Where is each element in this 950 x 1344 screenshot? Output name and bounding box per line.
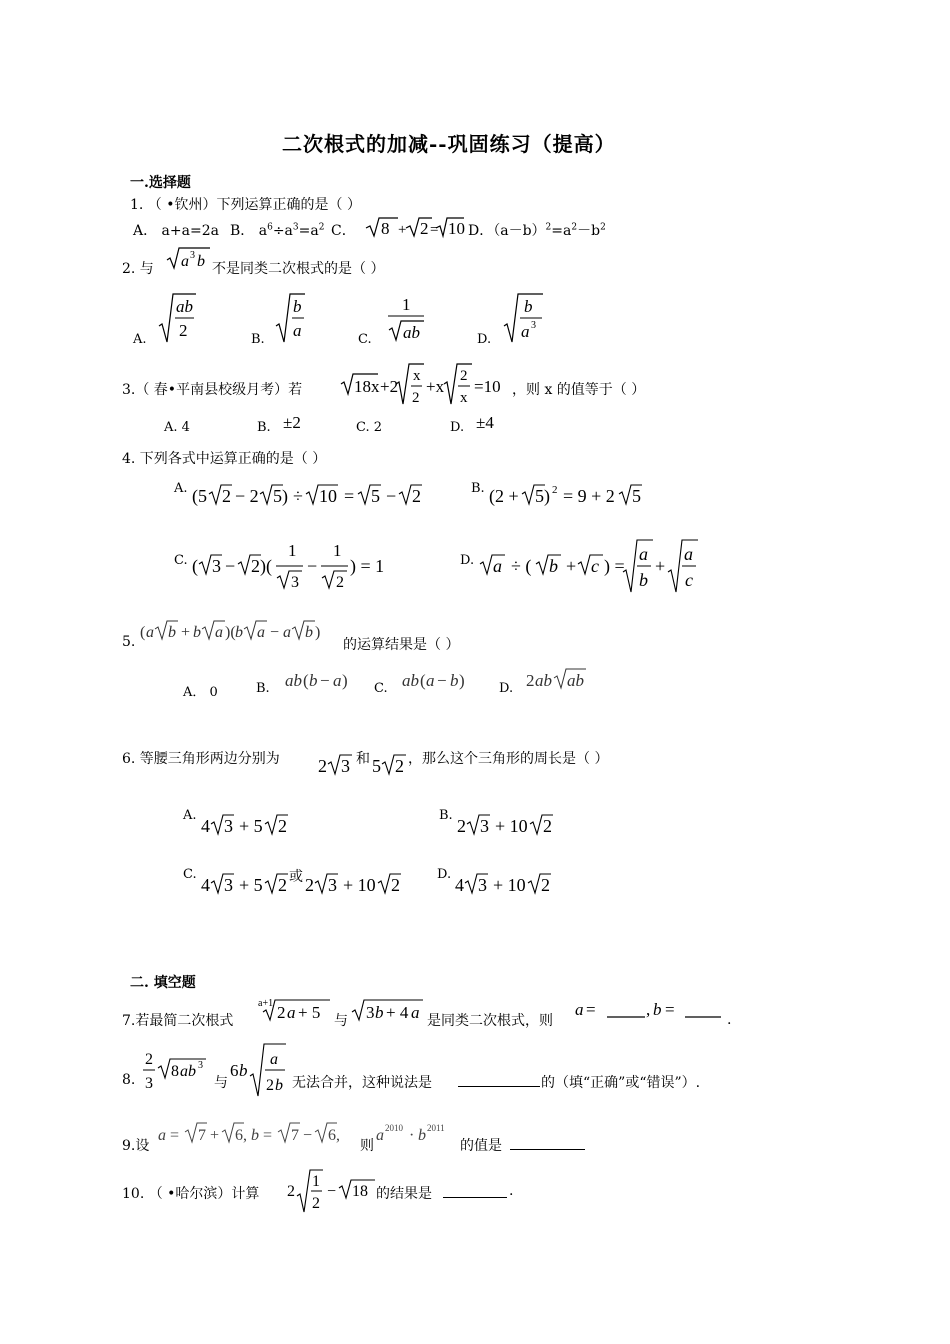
- q9-definitions: [158, 1120, 358, 1148]
- q8-stem-mid: 与: [214, 1075, 228, 1091]
- q2-option-d-label: D.: [477, 332, 492, 347]
- q2-option-b-label: B.: [251, 332, 265, 347]
- svg-text:b: b: [305, 624, 313, 641]
- q5-option-d-label: D.: [499, 681, 514, 696]
- q3-option-d-value: ±4: [476, 413, 494, 432]
- svg-text:a: a: [293, 321, 302, 340]
- svg-text:ab: ab: [285, 671, 302, 690]
- svg-text:2: 2: [222, 486, 231, 506]
- q1-option-d: D．$(a-b)^2=a^2-b^2$: [468, 222, 606, 239]
- svg-text:4: 4: [201, 875, 210, 895]
- q3-option-c: C. 2: [356, 420, 383, 435]
- svg-text:+x: +x: [426, 377, 445, 396]
- svg-text:b: b: [197, 253, 205, 270]
- svg-text:a: a: [146, 624, 154, 641]
- svg-text:2: 2: [145, 1051, 153, 1068]
- q7-radical-2: [351, 996, 427, 1024]
- svg-text:b: b: [193, 624, 201, 641]
- svg-text:2: 2: [312, 1195, 320, 1212]
- q8-blank[interactable]: [458, 1074, 540, 1087]
- svg-text:b: b: [239, 1061, 248, 1080]
- svg-text:4: 4: [201, 816, 210, 836]
- q8-stem-pre: 8.: [122, 1072, 136, 1088]
- svg-text:3: 3: [224, 816, 233, 836]
- svg-text:3: 3: [328, 875, 337, 895]
- svg-text:8: 8: [171, 1063, 179, 1080]
- svg-text:b: b: [450, 671, 459, 690]
- q2-option-b-formula: [275, 292, 307, 344]
- svg-text:(: (: [420, 671, 426, 690]
- svg-text:−: −: [303, 1127, 313, 1144]
- q6-option-c-or: 或: [289, 869, 303, 885]
- svg-text:6: 6: [230, 1061, 239, 1080]
- svg-text:a: a: [283, 624, 291, 641]
- q4-option-b-formula: [489, 482, 649, 510]
- svg-text:8: 8: [381, 219, 390, 238]
- svg-text:2: 2: [412, 390, 420, 406]
- q1-option-c-formula: [364, 214, 464, 240]
- svg-text:3: 3: [531, 320, 536, 331]
- svg-text:b: b: [549, 556, 558, 576]
- svg-text:a: a: [287, 1003, 296, 1022]
- svg-text:+ 5: + 5: [298, 1003, 321, 1022]
- svg-text:2: 2: [541, 875, 550, 895]
- q8-term-1: [142, 1044, 212, 1096]
- q8-stem-end: 的（填“正确”或“错误”）.: [541, 1075, 701, 1091]
- svg-text:ab: ab: [402, 671, 419, 690]
- q7-stem-pre: 7.若最简二次根式: [122, 1013, 234, 1029]
- q3-stem-pre: 3.（ 春•平南县校级月考）若: [122, 382, 303, 398]
- svg-text:2: 2: [305, 875, 314, 895]
- q7-radical-1: [258, 996, 334, 1024]
- q7-end: .: [727, 1012, 732, 1028]
- q10-stem-pre: 10. （ •哈尔滨）计算: [122, 1186, 260, 1202]
- svg-text:b: b: [524, 297, 533, 316]
- q6-option-a-formula: [201, 812, 291, 838]
- q8-term-2: [230, 1042, 290, 1098]
- svg-text:2: 2: [457, 816, 466, 836]
- q4-option-c-label: C.: [174, 553, 188, 568]
- q2-radical: [166, 246, 212, 272]
- svg-text:b: b: [639, 570, 648, 590]
- svg-text:2: 2: [179, 321, 188, 340]
- svg-text:a: a: [521, 322, 530, 341]
- q3-option-a: A. 4: [164, 420, 190, 435]
- svg-text:+: +: [398, 222, 407, 238]
- svg-text:a: a: [639, 544, 648, 564]
- svg-text:+ 10: + 10: [495, 816, 528, 836]
- svg-text:3: 3: [291, 574, 299, 591]
- svg-text:= 9 + 2: = 9 + 2: [563, 486, 615, 506]
- svg-text:) =: ) =: [604, 556, 625, 576]
- svg-text:2: 2: [412, 486, 421, 506]
- q6-side-b: [372, 752, 408, 778]
- svg-text:5: 5: [632, 486, 641, 506]
- svg-text:,: ,: [646, 1000, 651, 1019]
- svg-text:ab: ab: [567, 671, 584, 690]
- q7-answer-blanks: [575, 998, 735, 1024]
- svg-text:2: 2: [526, 671, 535, 690]
- section-heading-choice: 一.选择题: [130, 175, 191, 191]
- svg-text:6,: 6,: [328, 1127, 340, 1144]
- q9-stem-post: 的值是: [460, 1138, 502, 1154]
- svg-text:(: (: [192, 556, 198, 576]
- svg-text:b: b: [168, 624, 176, 641]
- svg-text:ab: ab: [176, 297, 193, 316]
- q1-option-b: B． $a^6\div a^3=a^2$: [230, 222, 325, 239]
- svg-text:b: b: [418, 1127, 426, 1144]
- svg-text:5: 5: [371, 486, 380, 506]
- q5-expression: [140, 618, 340, 646]
- q6-and: 和: [356, 751, 370, 767]
- section-heading-fill: 二. 填空题: [130, 975, 196, 991]
- svg-text:a: a: [575, 1000, 584, 1019]
- svg-text:2: 2: [278, 816, 287, 836]
- q2-option-d-formula: [503, 292, 545, 346]
- svg-text:2: 2: [391, 875, 400, 895]
- q3-option-b-value: ±2: [283, 413, 301, 432]
- svg-text:): ): [342, 671, 348, 690]
- q6-option-b-label: B.: [439, 808, 453, 823]
- svg-text:=10: =10: [474, 377, 501, 396]
- q3-equation: [340, 362, 516, 412]
- svg-text:a: a: [426, 671, 435, 690]
- svg-text:2)(: 2)(: [251, 556, 272, 576]
- svg-text:2: 2: [460, 368, 468, 384]
- svg-text:2: 2: [420, 219, 429, 238]
- q3-option-b-label: B.: [257, 420, 271, 435]
- svg-text:b: b: [653, 1000, 662, 1019]
- q6-option-d-formula: [455, 871, 555, 897]
- svg-text:−: −: [270, 624, 280, 641]
- svg-text:3: 3: [198, 1060, 203, 1071]
- q5-option-c-label: C.: [374, 681, 388, 696]
- q6-option-c-formula-2: [305, 871, 405, 897]
- svg-text:a: a: [215, 624, 223, 641]
- q8-stem-post: 无法合并，这种说法是: [292, 1075, 432, 1091]
- svg-text:a: a: [257, 624, 265, 641]
- svg-text:=: =: [344, 486, 355, 506]
- svg-text:b: b: [251, 1127, 259, 1144]
- svg-text:10: 10: [319, 486, 337, 506]
- q5-option-c-formula: [402, 668, 482, 692]
- svg-text:2: 2: [552, 484, 558, 496]
- svg-text:3: 3: [212, 556, 221, 576]
- svg-text:a+1: a+1: [258, 998, 274, 1009]
- svg-text:2010: 2010: [385, 1123, 403, 1133]
- svg-text:1: 1: [333, 541, 342, 560]
- svg-text:5: 5: [372, 756, 381, 776]
- svg-text:=: =: [263, 1127, 273, 1144]
- q2-stem-post: 不是同类二次根式的是（ ）: [212, 261, 385, 277]
- svg-text:−: −: [437, 671, 447, 690]
- svg-text:+ 5: + 5: [239, 816, 263, 836]
- svg-text:÷: ÷: [293, 486, 303, 506]
- q5-option-a: A． 0: [183, 685, 218, 700]
- svg-text:7: 7: [291, 1127, 299, 1144]
- svg-text:(2 +: (2 +: [489, 486, 519, 506]
- svg-text:2: 2: [395, 756, 404, 776]
- svg-text:2: 2: [266, 1077, 274, 1094]
- svg-text:c: c: [591, 556, 599, 576]
- svg-text:x: x: [460, 390, 468, 406]
- svg-text:2: 2: [318, 756, 327, 776]
- svg-text:18: 18: [352, 1183, 368, 1200]
- svg-text:): ): [315, 624, 321, 641]
- q4-stem: 4. 下列各式中运算正确的是（ ）: [122, 451, 327, 467]
- svg-text:x: x: [413, 368, 421, 384]
- svg-text:·: ·: [409, 1127, 415, 1144]
- q6-option-c-label: C.: [183, 867, 197, 882]
- svg-text:+ 4: + 4: [386, 1003, 409, 1022]
- svg-text:b: b: [293, 297, 302, 316]
- svg-text:b: b: [235, 624, 243, 641]
- q6-side-a: [318, 752, 354, 778]
- svg-text:(: (: [140, 624, 146, 641]
- svg-text:a: a: [181, 253, 189, 270]
- svg-text:−: −: [307, 556, 318, 576]
- svg-text:2: 2: [336, 574, 344, 591]
- svg-text:− 2: − 2: [235, 486, 259, 506]
- q7-stem-mid: 与: [334, 1013, 348, 1029]
- svg-text:) = 1: ) = 1: [350, 556, 385, 576]
- svg-text:=: =: [170, 1127, 180, 1144]
- svg-text:1: 1: [402, 295, 411, 314]
- q10-end: .: [509, 1183, 514, 1199]
- q9-blank[interactable]: [510, 1137, 585, 1150]
- svg-text:a: a: [158, 1127, 166, 1144]
- q4-option-d-label: D.: [460, 553, 475, 568]
- q4-option-d-formula: [479, 538, 699, 594]
- svg-text:=: =: [665, 1000, 675, 1019]
- q6-option-a-label: A.: [183, 808, 197, 823]
- svg-text:2: 2: [278, 875, 287, 895]
- svg-text:1: 1: [288, 541, 297, 560]
- q9-stem-pre: 9.设: [122, 1138, 150, 1154]
- svg-text:3: 3: [341, 756, 350, 776]
- q2-option-a-label: A.: [133, 332, 147, 347]
- q5-stem-pre: 5.: [122, 634, 136, 650]
- svg-text:): ): [459, 671, 465, 690]
- svg-text:+: +: [566, 556, 577, 576]
- q5-option-b-formula: [285, 668, 365, 692]
- svg-text:ab: ab: [535, 671, 552, 690]
- q6-option-d-label: D.: [437, 867, 452, 882]
- q4-option-a-formula: [192, 482, 432, 510]
- q10-expression: [287, 1168, 379, 1218]
- svg-text:a: a: [376, 1127, 384, 1144]
- svg-text:3: 3: [480, 816, 489, 836]
- svg-text:7: 7: [198, 1127, 206, 1144]
- svg-text:3: 3: [190, 250, 195, 261]
- svg-text:3: 3: [366, 1003, 375, 1022]
- svg-text:2: 2: [287, 1183, 295, 1200]
- svg-text:÷ (: ÷ (: [511, 556, 532, 576]
- q2-stem-pre: 2. 与: [122, 261, 154, 277]
- svg-text:18x: 18x: [354, 377, 380, 396]
- q6-stem-post: ，那么这个三角形的周长是（ ）: [408, 751, 609, 767]
- svg-text:6,: 6,: [235, 1127, 247, 1144]
- q1-option-a: A． a+a=2a: [133, 223, 219, 239]
- svg-text:2: 2: [277, 1003, 286, 1022]
- svg-text:c: c: [685, 570, 693, 590]
- svg-text:ab: ab: [180, 1063, 196, 1080]
- q6-option-b-formula: [457, 812, 557, 838]
- svg-text:2: 2: [543, 816, 552, 836]
- q1-stem: 1. （ •钦州）下列运算正确的是（ ）: [130, 197, 361, 213]
- q2-option-c-label: C.: [358, 332, 372, 347]
- svg-text:3: 3: [478, 875, 487, 895]
- q3-option-d-label: D.: [450, 420, 465, 435]
- svg-text:−: −: [327, 1183, 337, 1200]
- q6-stem-pre: 6. 等腰三角形两边分别为: [122, 751, 280, 767]
- svg-text:+: +: [210, 1127, 220, 1144]
- q5-option-d-formula: [526, 666, 596, 692]
- q1-option-c-label: C．: [331, 223, 356, 239]
- svg-text:−: −: [225, 556, 236, 576]
- q10-blank[interactable]: [443, 1185, 507, 1198]
- svg-text:=: =: [586, 1000, 596, 1019]
- svg-text:(5: (5: [192, 486, 207, 506]
- q4-option-b-label: B.: [471, 481, 485, 496]
- svg-text:+2: +2: [380, 377, 399, 396]
- svg-text:+: +: [655, 556, 666, 576]
- svg-text:+ 10: + 10: [343, 875, 376, 895]
- svg-text:b: b: [275, 1077, 283, 1094]
- svg-text:=: =: [430, 222, 439, 238]
- svg-text:3: 3: [145, 1075, 153, 1092]
- page-title: 二次根式的加减--巩固练习（提高）: [282, 132, 616, 156]
- svg-text:ab: ab: [403, 323, 420, 342]
- svg-text:a: a: [411, 1003, 420, 1022]
- svg-text:10: 10: [448, 219, 465, 238]
- svg-text:)(: )(: [225, 624, 236, 641]
- q2-option-c-formula: [386, 294, 426, 344]
- svg-text:a: a: [333, 671, 342, 690]
- q9-stem-mid: 则: [360, 1138, 374, 1154]
- svg-text:1: 1: [312, 1173, 320, 1190]
- svg-text:b: b: [309, 671, 318, 690]
- svg-text:+ 5: + 5: [239, 875, 263, 895]
- svg-text:5): 5): [273, 486, 288, 506]
- q10-stem-post: 的结果是: [376, 1186, 432, 1202]
- svg-text:4: 4: [455, 875, 464, 895]
- svg-text:b: b: [375, 1003, 384, 1022]
- svg-text:+ 10: + 10: [493, 875, 526, 895]
- svg-text:3: 3: [224, 875, 233, 895]
- q5-option-b-label: B.: [256, 681, 270, 696]
- q4-option-c-formula: [192, 540, 392, 592]
- q6-option-c-formula-1: [201, 871, 291, 897]
- svg-text:−: −: [386, 486, 397, 506]
- svg-text:a: a: [684, 544, 693, 564]
- svg-text:a: a: [270, 1051, 278, 1068]
- svg-text:−: −: [320, 671, 330, 690]
- q4-option-a-label: A.: [174, 481, 188, 496]
- svg-text:5): 5): [535, 486, 550, 506]
- svg-text:2011: 2011: [427, 1123, 445, 1133]
- svg-text:+: +: [181, 624, 191, 641]
- q9-power-expression: [376, 1120, 460, 1148]
- svg-text:(: (: [303, 671, 309, 690]
- svg-text:a: a: [493, 556, 502, 576]
- q5-stem-post: 的运算结果是（ ）: [343, 637, 460, 653]
- q3-stem-post: ，则 x 的值等于（ ）: [512, 382, 646, 398]
- q2-option-a-formula: [158, 292, 198, 344]
- q7-stem-post: 是同类二次根式，则: [427, 1013, 553, 1029]
